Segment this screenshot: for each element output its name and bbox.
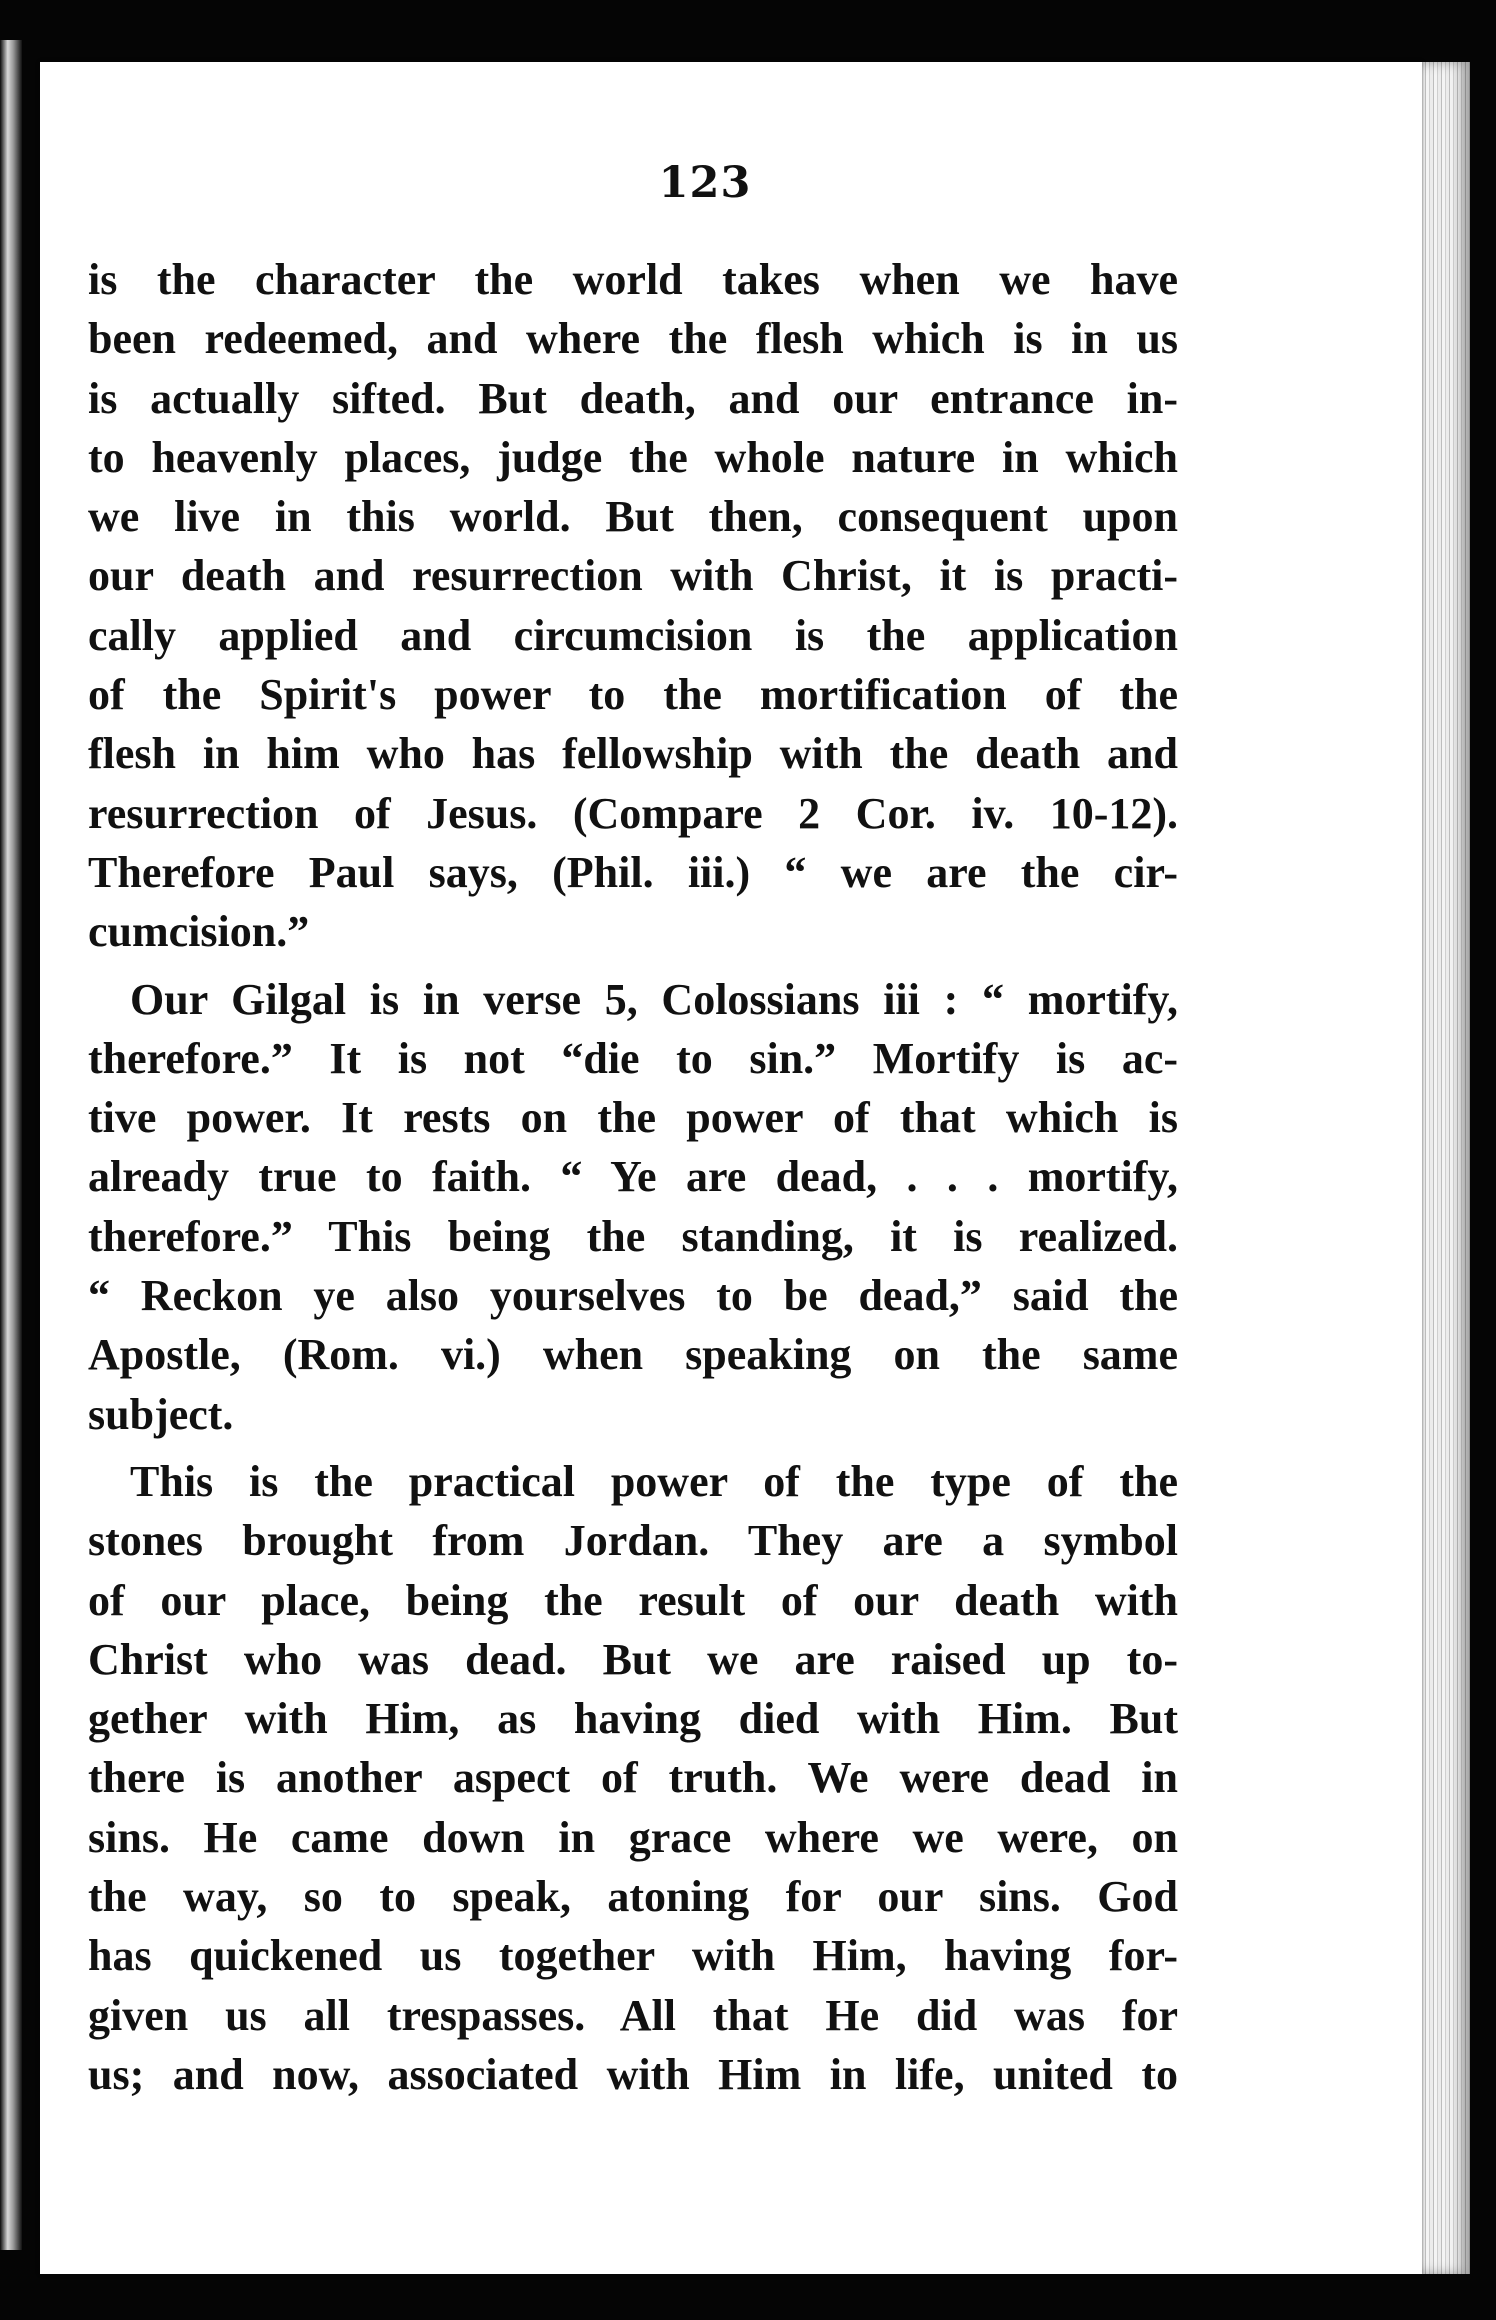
text-line: Therefore Paul says, (Phil. iii.) “ we are the cir- bbox=[88, 847, 1178, 897]
text-line: our death and resurrection with Christ, it is practi- bbox=[88, 551, 1178, 601]
text-line: there is another aspect of truth. We were dead in bbox=[88, 1753, 1178, 1803]
text-line: is the character the world takes when we have bbox=[88, 255, 1178, 304]
text-line: Apostle, (Rom. vi.) when speaking on the same bbox=[88, 1330, 1178, 1380]
body-text bbox=[88, 250, 1178, 2104]
adjacent-page-edge bbox=[0, 40, 22, 2250]
text-line: of the Spirit's power to the mortification of the bbox=[88, 670, 1178, 720]
printed-page bbox=[40, 62, 1422, 2274]
text-line: the way, so to speak, atoning for our sins. God bbox=[88, 1872, 1178, 1922]
text-line: cally applied and circumcision is the application bbox=[88, 610, 1178, 660]
text-line: cumcision.” bbox=[88, 907, 310, 957]
text-line: gether with Him, as having died with Him. But bbox=[88, 1694, 1178, 1744]
text-line: therefore.” It is not “die to sin.” Mortify is ac- bbox=[88, 1033, 1178, 1083]
text-line: This is the practical power of the type of the bbox=[130, 1456, 1178, 1506]
text-line: stones brought from Jordan. They are a symbol bbox=[88, 1516, 1178, 1566]
text-line: us; and now, associated with Him in life, united to bbox=[88, 2049, 1178, 2099]
text-line: resurrection of Jesus. (Compare 2 Cor. iv. 10-12). bbox=[88, 788, 1178, 838]
text-line: flesh in him who has fellowship with the death and bbox=[88, 729, 1178, 779]
text-line: Christ who was dead. But we are raised up to- bbox=[88, 1634, 1178, 1684]
text-line: we live in this world. But then, consequent upon bbox=[88, 492, 1178, 542]
page-number: 123 bbox=[658, 158, 752, 208]
text-line: already true to faith. “ Ye are dead, . . . mortify, bbox=[88, 1152, 1178, 1202]
text-line: of our place, being the result of our death with bbox=[88, 1575, 1178, 1625]
text-line: Our Gilgal is in verse 5, Colossians iii : “ mortify, bbox=[130, 974, 1178, 1024]
text-line: subject. bbox=[88, 1389, 234, 1439]
text-line: tive power. It rests on the power of that which is bbox=[88, 1093, 1178, 1143]
text-line: been redeemed, and where the flesh which is in us bbox=[88, 314, 1178, 364]
text-line: is actually sifted. But death, and our entrance in- bbox=[88, 373, 1178, 423]
text-line: given us all trespasses. All that He did was for bbox=[88, 1990, 1178, 2040]
text-line: has quickened us together with Him, having for- bbox=[88, 1931, 1178, 1981]
text-line: to heavenly places, judge the whole nature in which bbox=[88, 432, 1178, 482]
text-line: “ Reckon ye also yourselves to be dead,” said the bbox=[88, 1271, 1178, 1321]
text-line: therefore.” This being the standing, it is realized. bbox=[88, 1211, 1178, 1261]
text-line: sins. He came down in grace where we were, on bbox=[88, 1812, 1178, 1862]
